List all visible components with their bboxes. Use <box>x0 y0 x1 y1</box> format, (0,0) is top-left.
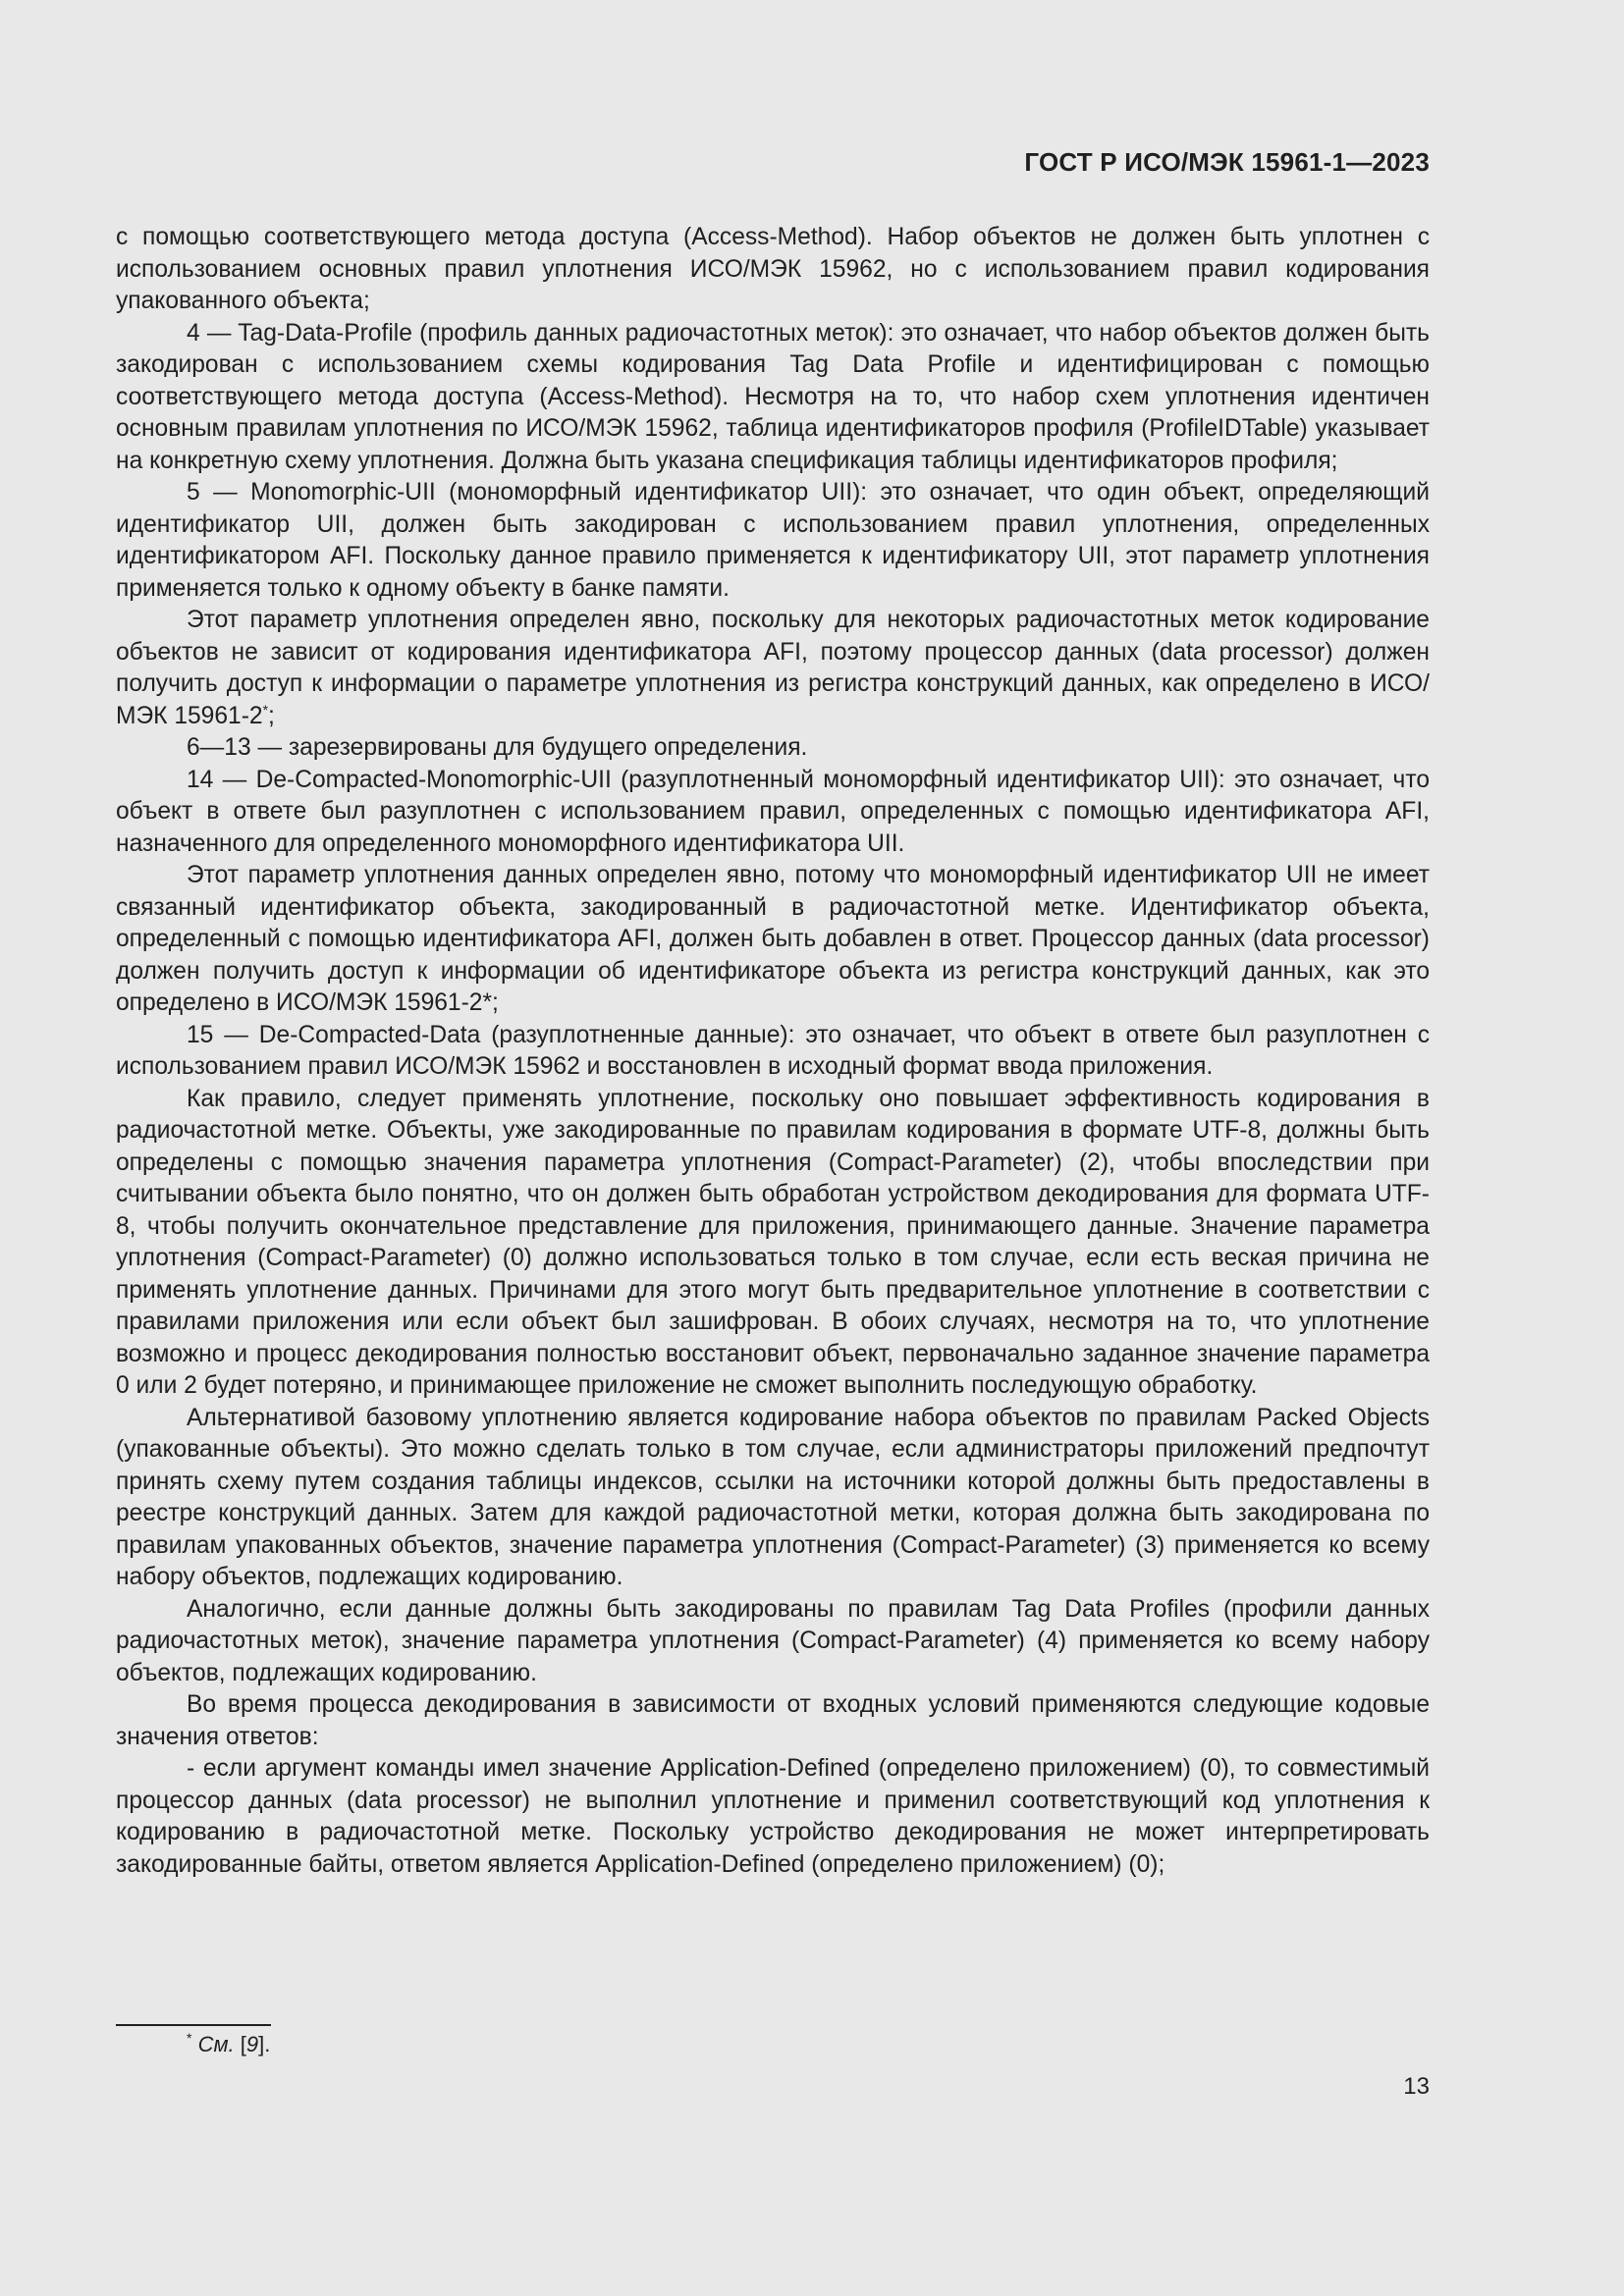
paragraph <box>116 605 1430 732</box>
footnote: * См. [9]. <box>187 2030 271 2056</box>
paragraph: 6—13 — зарезервированы для будущего определения. <box>187 734 808 761</box>
paragraph-tail: ; <box>268 702 275 729</box>
paragraph: 4 — Tag-Data-Profile (профиль данных радиочастотных меток): это означает, что набор объектов должен быть закодирован с использованием схемы кодирования Tag Data Profile и идентифицирован с помощью соответствующего метода доступа (Access-Method). Несмотря на то, что набор схем уплотнения идентичен основным правилам уплотнения по ИСО/МЭК 15962, таблица идентификаторов профиля (ProfileIDTable) указывает на конкретную схему уплотнения. Должна быть указана спецификация таблицы идентификаторов профиля; <box>116 319 1430 474</box>
page-number: 13 <box>1403 2073 1430 2100</box>
footnote-mark: * <box>187 2030 192 2046</box>
footnote-ref: * <box>262 701 269 718</box>
document-body <box>116 222 1430 1881</box>
footnote-divider <box>116 2024 271 2026</box>
paragraph-text: Этот параметр уплотнения определен явно, поскольку для некоторых радиочастотных меток кодирование объектов не зависит от кодирования идентификатора AFI, поэтому процессор данных (data processor) должен получить доступ к информации о параметре уплотнения из регистра конструкций данных, как определено в ИСО/МЭК 15961-2 <box>116 607 1430 729</box>
paragraph: 15 — De-Compacted-Data (разуплотненные данные): это означает, что объект в ответе был разуплотнен с использованием правил ИСО/МЭК 15962 и восстановлен в исходный формат ввода приложения. <box>116 1021 1430 1080</box>
paragraph: 14 — De-Compacted-Monomorphic-UII (разуплотненный мономорфный идентификатор UII): это означает, что объект в ответе был разуплотнен с использованием правил, определенных с помощью идентификатора AFI, назначенного для определенного мономорфного идентификатора UII. <box>116 766 1430 857</box>
paragraph: 5 — Monomorphic-UII (мономорфный идентификатор UII): это означает, что один объект, определяющий идентификатор UII, должен быть закодирован с использованием правил уплотнения, определенных идентификатором AFI. Поскольку данное правило применяется к идентификатору UII, этот параметр уплотнения применяется только к одному объекту в банке памяти. <box>116 479 1430 602</box>
document-header: ГОСТ Р ИСО/МЭК 15961-1—2023 <box>1024 147 1430 177</box>
paragraph: Во время процесса декодирования в зависимости от входных условий применяются следующие кодовые значения ответов: <box>116 1691 1430 1750</box>
footnote-ref-number: 9 <box>245 2032 259 2056</box>
paragraph: Альтернативой базовому уплотнению является кодирование набора объектов по правилам Packed Objects (упакованные объекты). Это можно сделать только в том случае, если администраторы приложений предпочтут принять схему путем создания таблицы индексов, ссылки на источники которой должны быть предоставлены в реестре конструкций данных. Затем для каждой радиочастотной метки, которая должна быть закодирована по правилам упакованных объектов, значение параметра уплотнения (Compact-Parameter) (3) применяется ко всему набору объектов, подлежащих кодированию. <box>116 1404 1430 1590</box>
paragraph: Как правило, следует применять уплотнение, поскольку оно повышает эффективность кодирования в радиочастотной метке. Объекты, уже закодированные по правилам кодирования в формате UTF-8, должны быть определены с помощью значения параметра уплотнения (Compact-Parameter) (2), чтобы впоследствии при считывании объекта было понятно, что он должен быть обработан устройством декодирования для формата UTF-8, чтобы получить окончательное представление для приложения, принимающего данные. Значение параметра уплотнения (Compact-Parameter) (0) должно использоваться только в том случае, если есть веская причина не применять уплотнение данных. Причинами для этого могут быть предварительное уплотнение в соответствии с правилами приложения или если объект был зашифрован. В обоих случаях, несмотря на то, что уплотнение возможно и процесс декодирования полностью восстановит объект, первоначально заданное значение параметра 0 или 2 будет потеряно, и принимающее приложение не сможет выполнить последующую обработку. <box>116 1085 1430 1399</box>
paragraph: Этот параметр уплотнения данных определен явно, потому что мономорфный идентификатор UII не имеет связанный идентификатор объекта, закодированный в радиочастотной метке. Идентификатор объекта, определенный с помощью идентификатора AFI, должен быть добавлен в ответ. Процессор данных (data processor) должен получить доступ к информации об идентификаторе объекта из регистра конструкций данных, как это определено в ИСО/МЭК 15961-2*; <box>116 862 1430 1016</box>
paragraph: - если аргумент команды имел значение Application-Defined (определено приложением) (0), то совместимый процессор данных (data processor) не выполнил уплотнение и применил соответствующий код уплотнения к кодированию в радиочастотной метке. Поскольку устройство декодирования не может интерпретировать закодированные байты, ответом является Application-Defined (определено приложением) (0); <box>116 1755 1430 1878</box>
footnote-cite: См. <box>197 2032 235 2056</box>
paragraph: Аналогично, если данные должны быть закодированы по правилам Tag Data Profiles (профили данных радиочастотных меток), значение параметра уплотнения (Compact-Parameter) (4) применяется ко всему набору объектов, подлежащих кодированию. <box>116 1595 1430 1686</box>
paragraph: с помощью соответствующего метода доступа (Access-Method). Набор объектов не должен быть уплотнен с использованием основных правил уплотнения ИСО/МЭК 15962, но с использованием правил кодирования упакованного объекта; <box>116 224 1430 314</box>
